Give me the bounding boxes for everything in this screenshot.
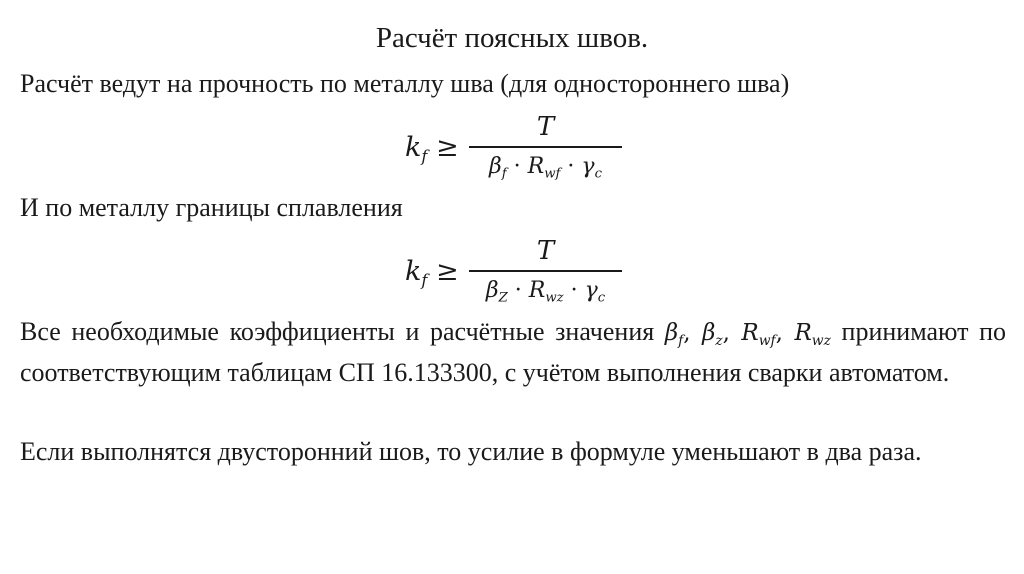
double-weld-text: Если выполнятся двусторонний шов, то усилие в формуле уменьшают в два раза. xyxy=(20,437,922,466)
formula-lhs: $k_f$ ≥ xyxy=(405,132,459,166)
formula-numerator: T xyxy=(536,112,555,142)
fusion-text: И по металлу границы сплавления xyxy=(20,193,403,222)
slide-title: Расчёт поясных швов. xyxy=(375,22,649,54)
fraction-bar xyxy=(469,146,622,148)
fraction-bar xyxy=(469,270,622,272)
intro-text: Расчёт ведут на прочность по металлу шва (для одностороннего шва) xyxy=(20,69,790,98)
formula-denominator: $\beta_f \cdot R_{wf} \cdot \gamma_c$ xyxy=(489,154,602,182)
coefficients-text: Все необходимые коэффициенты и расчётные значения $\beta_f$, $\beta_z$, $R_{wf}$, $R_{wz}$ принимают по соответствующим таблицам СП 16.133300, с учётом выполнения сварки автоматом. xyxy=(20,317,1007,387)
formula-denominator: $\beta_Z \cdot R_{wz} \cdot \gamma_c$ xyxy=(485,278,606,306)
formula-numerator: T xyxy=(536,236,555,266)
formula-fraction xyxy=(469,234,622,306)
coefficients-symbols: $\beta_f$, $\beta_z$, $R_{wf}$, $R_{wz}$ xyxy=(664,320,831,349)
formula-lhs: $k_f$ ≥ xyxy=(405,256,459,290)
formula-fraction xyxy=(469,110,622,182)
